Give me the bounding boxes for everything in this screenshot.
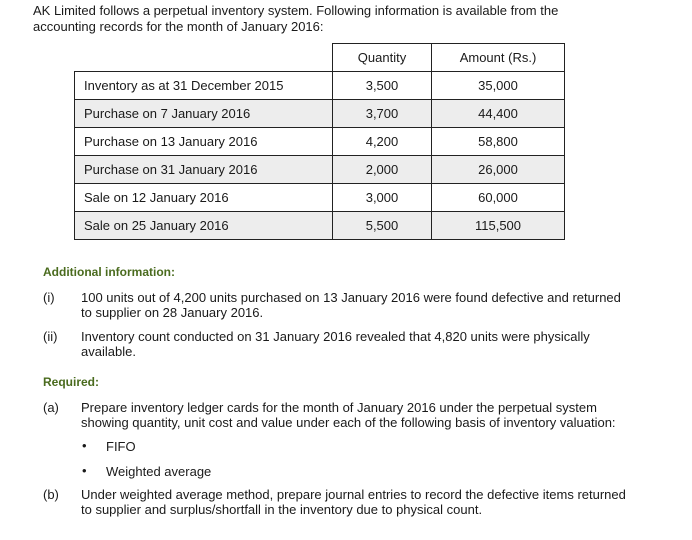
intro-line-2: accounting records for the month of January 2016: xyxy=(33,19,324,34)
intro-paragraph xyxy=(33,3,653,35)
additional-info-heading: Additional information: xyxy=(43,265,175,279)
bullet-weighted-average: Weighted average xyxy=(106,464,212,479)
row-amount: 58,800 xyxy=(432,128,565,156)
table-row xyxy=(75,212,565,240)
row-quantity: 4,200 xyxy=(333,128,432,156)
row-amount: 26,000 xyxy=(432,156,565,184)
item-line: showing quantity, unit cost and value under each of the following basis of inventory valuation: xyxy=(81,415,616,430)
required-item-b xyxy=(81,487,626,517)
required-item-a xyxy=(81,400,616,430)
table-row xyxy=(75,100,565,128)
item-marker: (a) xyxy=(43,400,59,415)
item-line: Under weighted average method, prepare journal entries to record the defective items returned xyxy=(81,487,626,502)
row-amount: 115,500 xyxy=(432,212,565,240)
bullet-fifo: FIFO xyxy=(106,439,136,454)
row-amount: 44,400 xyxy=(432,100,565,128)
row-quantity: 3,700 xyxy=(333,100,432,128)
row-quantity: 2,000 xyxy=(333,156,432,184)
header-amount: Amount (Rs.) xyxy=(432,44,565,72)
additional-item-i xyxy=(81,290,621,320)
row-quantity: 5,500 xyxy=(333,212,432,240)
item-line: to supplier and surplus/shortfall in the inventory due to physical count. xyxy=(81,502,483,517)
item-marker: (i) xyxy=(43,290,55,305)
item-marker: (ii) xyxy=(43,329,58,344)
row-description: Purchase on 31 January 2016 xyxy=(75,156,333,184)
table-row xyxy=(75,128,565,156)
table-row xyxy=(75,72,565,100)
table-row xyxy=(75,184,565,212)
bullet-dot-icon: • xyxy=(82,438,87,453)
inventory-table xyxy=(74,43,565,240)
item-marker: (b) xyxy=(43,487,59,502)
item-line: Prepare inventory ledger cards for the month of January 2016 under the perpetual system xyxy=(81,400,597,415)
row-description: Purchase on 7 January 2016 xyxy=(75,100,333,128)
item-line: available. xyxy=(81,344,136,359)
required-heading: Required: xyxy=(43,375,100,389)
row-amount: 35,000 xyxy=(432,72,565,100)
row-description: Sale on 12 January 2016 xyxy=(75,184,333,212)
table-header-row xyxy=(75,44,565,72)
row-description: Sale on 25 January 2016 xyxy=(75,212,333,240)
row-description: Purchase on 13 January 2016 xyxy=(75,128,333,156)
additional-item-ii xyxy=(81,329,590,359)
item-line: to supplier on 28 January 2016. xyxy=(81,305,264,320)
row-quantity: 3,500 xyxy=(333,72,432,100)
intro-line-1: AK Limited follows a perpetual inventory system. Following information is available from the xyxy=(33,3,559,18)
item-line: 100 units out of 4,200 units purchased on 13 January 2016 were found defective and returned xyxy=(81,290,621,305)
item-line: Inventory count conducted on 31 January 2016 revealed that 4,820 units were physically xyxy=(81,329,590,344)
row-description: Inventory as at 31 December 2015 xyxy=(75,72,333,100)
bullet-dot-icon: • xyxy=(82,463,87,478)
row-amount: 60,000 xyxy=(432,184,565,212)
row-quantity: 3,000 xyxy=(333,184,432,212)
table-row xyxy=(75,156,565,184)
header-blank-cell xyxy=(75,44,333,72)
header-quantity: Quantity xyxy=(333,44,432,72)
